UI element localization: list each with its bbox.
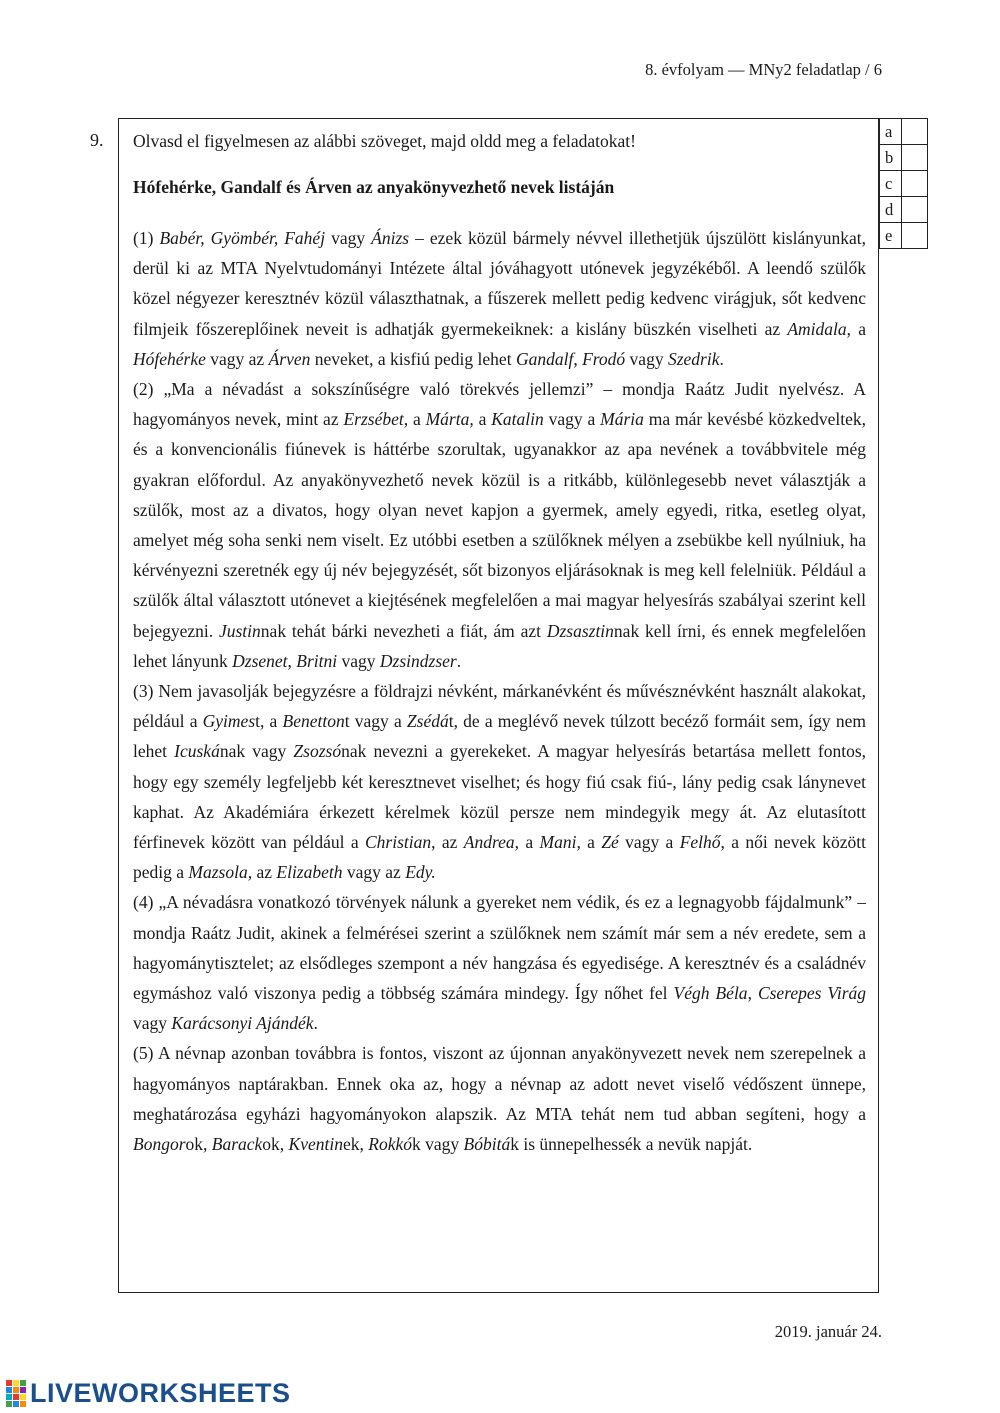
text-run: nak vagy — [219, 741, 294, 762]
text-run: vagy az — [342, 862, 406, 883]
text-run: nak kell írni, és ennek megfelelően lehet lányunk — [133, 620, 867, 671]
text-run: – ezek közül bármely névvel illethetjük újszülött kislányunkat, derül ki az MTA Nyelvtudományi Intézete által jóváhagyott utónevek jegyzékéből. A leendő szülők közel négyezer keresztnév közül választhatnak, a fűszerek mellett pedig kedvenc virágjuk, sőt kedvenc filmjeik főszereplőinek neveit is adhatják gyermekeiknek: a kislány büszkén viselheti az — [133, 228, 866, 339]
italic-name: Cserepes Virág — [757, 983, 866, 1004]
italic-name: Dzsenet — [232, 650, 288, 671]
italic-name: Mazsola, — [188, 862, 253, 883]
text-run: vagy a — [543, 409, 601, 430]
paragraph-2 — [133, 374, 866, 676]
logo-square — [20, 1387, 26, 1393]
text-run: az — [252, 862, 277, 883]
italic-name: Gyimes — [202, 711, 256, 732]
paragraph-3 — [133, 676, 866, 887]
text-run: nak tehát bárki nevezheti a fiát, ám azt — [260, 620, 547, 641]
score-label: e — [880, 223, 902, 249]
italic-name: Babér, Gyömbér, Fahéj — [159, 228, 326, 248]
text-run: a — [473, 409, 492, 430]
score-row — [880, 145, 928, 171]
question-number: 9. — [90, 130, 104, 150]
logo-square — [13, 1401, 19, 1407]
italic-name: Mani, — [539, 832, 581, 853]
score-cell[interactable] — [902, 223, 928, 249]
logo-text: LIVEWORKSHEETS — [30, 1378, 291, 1408]
page-header: 8. évfolyam — MNy2 feladatlap / 6 — [645, 60, 882, 79]
text-run: k is ünnepelhessék a nevük napját. — [510, 1134, 753, 1155]
paragraph-1 — [133, 223, 866, 374]
score-label: c — [880, 171, 902, 197]
italic-name: Frodó — [582, 348, 626, 369]
text-run: vagy — [625, 348, 668, 369]
italic-name: Britni — [296, 650, 338, 671]
text-run: a — [580, 832, 602, 853]
logo-square — [20, 1401, 26, 1407]
score-cell[interactable] — [902, 197, 928, 223]
score-row — [880, 171, 928, 197]
text-run: . — [456, 650, 462, 671]
italic-name: Rokkó — [368, 1134, 412, 1155]
italic-name: Felhő — [679, 832, 721, 853]
logo-square — [13, 1394, 19, 1400]
italic-name: Kventin — [288, 1134, 343, 1155]
text-run: ok, — [262, 1134, 289, 1155]
italic-name: Justin — [218, 620, 261, 641]
italic-name: Árven — [268, 348, 311, 369]
text-run: neveket, a kisfiú pedig lehet — [310, 348, 516, 369]
italic-name: Gandalf — [515, 348, 574, 369]
text-run: , — [747, 983, 758, 1004]
logo-mark-icon — [6, 1380, 26, 1407]
italic-name: Dzsasztin — [546, 620, 614, 641]
text-run: vagy — [325, 228, 372, 248]
text-run: , — [573, 348, 583, 369]
score-cell[interactable] — [902, 171, 928, 197]
italic-name: Szedrik — [667, 348, 720, 369]
logo-square — [13, 1380, 19, 1386]
score-label: a — [880, 119, 902, 145]
italic-name: Bongor — [133, 1134, 186, 1155]
score-row — [880, 223, 928, 249]
italic-name: Icuská — [174, 741, 220, 762]
paragraph-4 — [133, 887, 866, 1038]
text-run: vagy — [337, 650, 380, 671]
text-run: (4) „A névadásra vonatkozó törvények nálunk a gyereket nem védik, és ez a legnagyobb fájdalmunk” – mondja Raátz Judit, akinek a felmérései szerint a szülőknek nem számít már sem a név eredete, sem a hagyománytisztelet; az elsődleges szempont a név hangzása és egyedisége. A keresztnév és a családnév egymáshoz való viszonya pedig a többség számára mindegy. Így nőhet fel — [133, 892, 866, 1004]
score-table — [879, 118, 928, 249]
text-run: , a — [403, 409, 426, 430]
italic-name: Zsozsó — [293, 741, 342, 762]
logo-square — [6, 1394, 12, 1400]
text-run: t, de a meglévő nevek túlzott becéző formáit sem, így nem lehet — [133, 711, 866, 762]
italic-name: Zsédá — [406, 711, 449, 732]
italic-name: Bóbitá — [463, 1134, 511, 1155]
italic-name: Erzsébet — [343, 409, 404, 430]
logo-square — [13, 1387, 19, 1393]
logo-square — [6, 1380, 12, 1386]
score-row — [880, 119, 928, 145]
text-run: ok, — [185, 1134, 212, 1155]
score-label: b — [880, 145, 902, 171]
text-run: , az — [431, 832, 464, 853]
text-run: nak nevezni a gyerekeket. A magyar helyesírás betartása mellett fontos, hogy egy személy legfeljebb két keresztnevet viselhet; és hogy fiú csak fiú-, lány pedig csak lánynevet kaphat. Az Akadémiára érkezett kérelmek közül persze nem mindegyik megy át. Az elutasított férfinevek között van például a — [133, 741, 866, 853]
text-run: a — [519, 832, 540, 853]
italic-name: Karácsonyi Ajándék — [171, 1013, 314, 1034]
text-run: ma már kevésbé közkedveltek, és a konvencionális fiúnevek is háttérbe szorultak, ugyanakkor az apa nevének a továbbvitele még gyakran előfordul. Az anyakönyvezhető nevek közül is a ritkább, különlegesebb nevet választják a szülők, most az a divatos, hogy olyan nevet kapjon a gyermek, amely egyedi, ritka, esetleg olyat, amelyet még soha senki nem viselt. Ez utóbbi esetben a szülőknek mélyen a zsebükbe kell nyúlniuk, ha kérvényezni szeretnék egy új név bejegyzését, sőt bizonyos eljárásoknak is meg kell felelniük. Például a szülők által választott utónevet a kiejtésének megfelelően a mai magyar helyesírás szabályai szerint kell bejegyezni. — [133, 409, 866, 641]
task-instruction: Olvasd el figyelmesen az alábbi szöveget, majd oldd meg a feladatokat! — [133, 131, 636, 151]
italic-name: Végh Béla — [673, 983, 748, 1004]
text-run: (3) Nem javasolják bejegyzésre a földrajzi névként, márkanévként és művésznévként használt alakokat, például a — [133, 681, 866, 732]
italic-name: Ánizs — [371, 228, 410, 248]
text-run: vagy a — [618, 832, 680, 853]
logo-square — [6, 1387, 12, 1393]
score-cell[interactable] — [902, 145, 928, 171]
italic-name: Mária — [600, 409, 644, 430]
text-run: . — [313, 1013, 318, 1034]
logo-square — [6, 1401, 12, 1407]
text-run: t vagy a — [344, 711, 407, 732]
italic-name: Márta, — [425, 409, 474, 430]
italic-name: Katalin — [491, 409, 544, 430]
article-title: Hófehérke, Gandalf és Árven az anyakönyvezhető nevek listáján — [133, 177, 615, 197]
score-label: d — [880, 197, 902, 223]
text-run: , — [287, 650, 297, 671]
italic-name: Hófehérke — [133, 348, 206, 369]
text-run: , a női nevek között pedig a — [133, 832, 866, 883]
italic-name: Barack — [211, 1134, 263, 1155]
text-run: (1) — [133, 228, 160, 248]
text-run: (5) A névnap azonban továbbra is fontos, viszont az újonnan anyakönyvezett nevek nem szerepelnek a hagyományos naptárakban. Ennek oka az, hogy a névnap az adott nevet viselő védőszent ünnepe, meghatározása egyházi hagyományokon alapszik. Az MTA tehát nem tud abban segíteni, hogy a — [133, 1043, 866, 1124]
paragraph-5 — [133, 1038, 866, 1159]
text-run: vagy az — [205, 348, 269, 369]
score-row — [880, 197, 928, 223]
italic-name: Amidala — [787, 318, 847, 339]
italic-name: Christian — [364, 832, 432, 853]
logo-square — [20, 1394, 26, 1400]
footer-date: 2019. január 24. — [774, 1322, 882, 1341]
italic-name: Dzsindzser — [379, 650, 457, 671]
italic-name: Edy. — [405, 862, 436, 883]
italic-name: Zé — [601, 832, 619, 853]
italic-name: Elizabeth — [276, 862, 343, 883]
text-run: ek, — [342, 1134, 369, 1155]
text-run: k vagy — [412, 1134, 464, 1155]
logo-square — [20, 1380, 26, 1386]
reading-text-box — [118, 118, 879, 1293]
score-cell[interactable] — [902, 119, 928, 145]
text-run: , a — [846, 318, 866, 339]
italic-name: Benetton — [282, 711, 345, 732]
text-run: t, a — [255, 711, 283, 732]
text-run: (2) „Ma a névadást a sokszínűségre való törekvés jellemzi” – mondja Raátz Judit nyelvész. A hagyományos nevek, mint az — [133, 379, 866, 430]
text-run: . — [719, 348, 724, 369]
italic-name: Andrea, — [463, 832, 520, 853]
article-body — [133, 223, 866, 1159]
liveworksheets-logo[interactable] — [6, 1378, 291, 1409]
text-run: vagy — [133, 1013, 172, 1034]
